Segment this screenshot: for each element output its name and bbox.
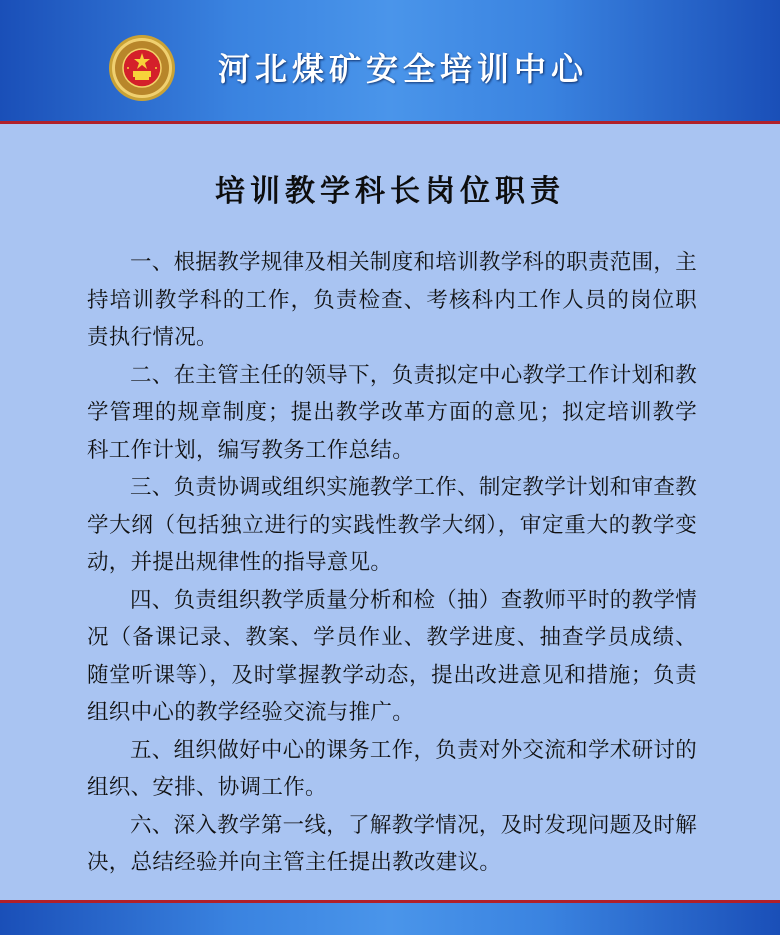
- duty-paragraph-2: 二、在主管主任的领导下，负责拟定中心教学工作计划和教学管理的规章制度；提出教学改革方面的意见；拟定培训教学科工作计划，编写教务工作总结。: [87, 362, 697, 463]
- duty-paragraph-4: 四、负责组织教学质量分析和检（抽）查教师平时的教学情况（备课记录、教案、学员作业、教学进度、抽查学员成绩、随堂听课等），及时掌握教学动态，提出改进意见和措施；负责组织中心的教学经验交流与推广。: [87, 587, 697, 725]
- duty-paragraph-6: 六、深入教学第一线，了解教学情况，及时发现问题及时解决，总结经验并向主管主任提出教改建议。: [87, 812, 697, 875]
- duty-list: [87, 244, 697, 882]
- document-title: 培训教学科长岗位职责: [215, 174, 565, 209]
- duty-paragraph-3: 三、负责协调或组织实施教学工作、制定教学计划和审查教学大纲（包括独立进行的实践性教学大纲），审定重大的教学变动，并提出规律性的指导意见。: [87, 475, 697, 575]
- footer-banner: [0, 900, 780, 935]
- header-banner: [0, 0, 780, 124]
- duty-paragraph-1: 一、根据教学规律及相关制度和培训教学科的职责范围，主持培训教学科的工作，负责检查、考核科内工作人员的岗位职责执行情况。: [87, 250, 697, 350]
- national-emblem-icon: [108, 34, 176, 102]
- duty-paragraph-5: 五、组织做好中心的课务工作，负责对外交流和学术研讨的组织、安排、协调工作。: [87, 737, 697, 800]
- org-title: 河北煤矿安全培训中心: [218, 50, 589, 88]
